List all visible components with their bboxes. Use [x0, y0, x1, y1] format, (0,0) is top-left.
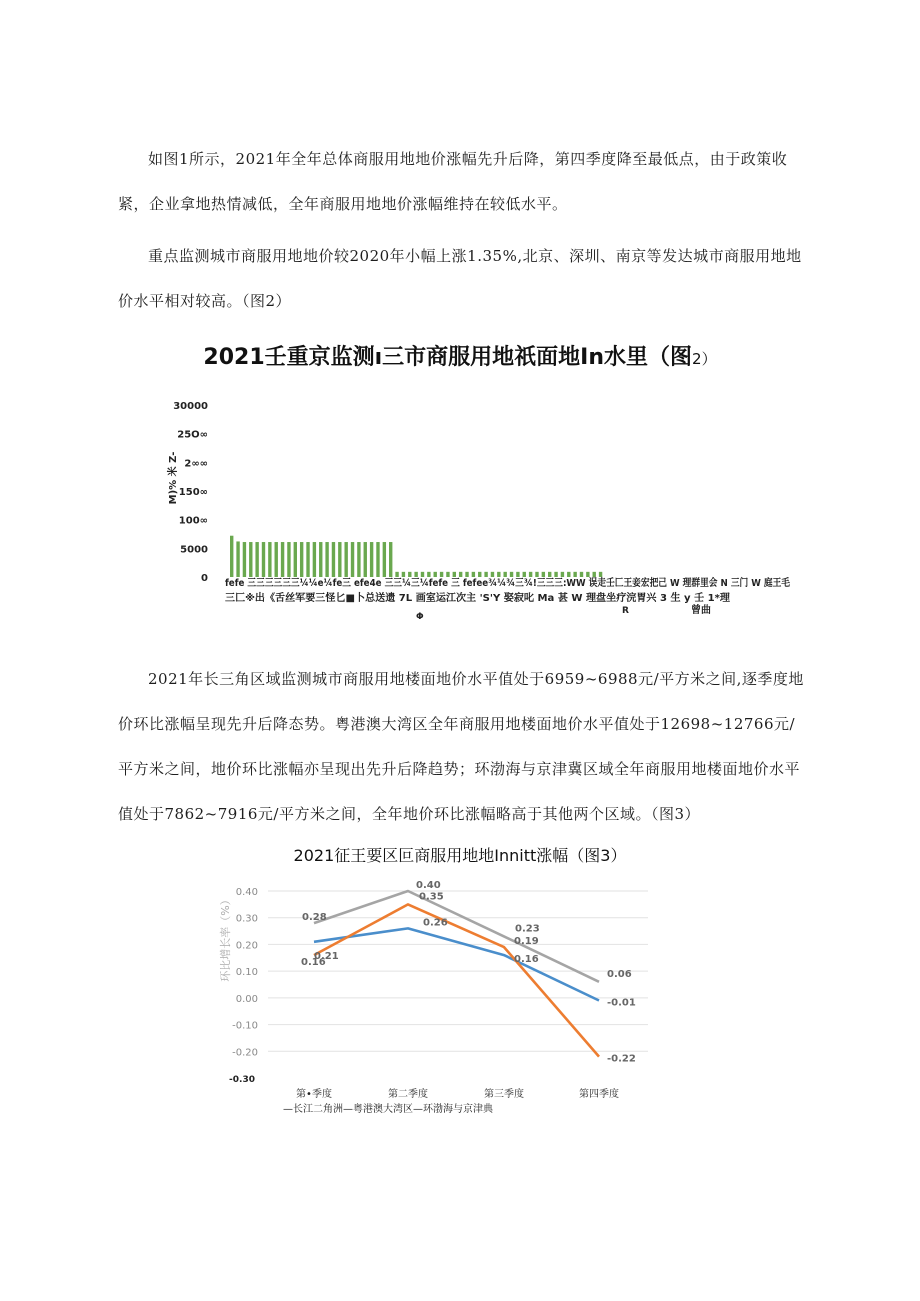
chart1-bar: [593, 572, 596, 577]
city-land-price-bar-chart: [0, 390, 920, 630]
chart2-ytick-label: 0.00: [235, 993, 258, 1005]
chart2-series-line: [314, 928, 599, 1000]
chart1-x-labels-row1: fefe 三三三三三三¼¼e¼fe三 efe4e 三三¼三¼fefe 三 fefee¾¼¾三¾!三三三:WW 误走壬匚王妾宏把己 W 理群里会 N 三门 W 庭王毛: [225, 578, 875, 589]
chart1-x-labels-row3b: R: [622, 606, 629, 616]
chart1-bar: [230, 536, 233, 577]
chart2-series-lines: [314, 891, 599, 1057]
chart2-data-label: 0.19: [514, 936, 539, 948]
paragraph-key-cities: 重点监测城市商服用地地价较2020年小幅上涨1.35%,北京、深圳、南京等发达城市商服用地地价水平相对较高。（图2）: [118, 247, 802, 310]
chart1-bar: [548, 572, 551, 577]
chart1-bars: [230, 536, 602, 577]
chart2-data-label: 0.26: [423, 917, 448, 929]
chart1-bar: [325, 542, 328, 577]
chart2-ytick-label: -0.10: [232, 1020, 258, 1032]
chart1-bar: [268, 542, 271, 577]
chart1-bar: [376, 542, 379, 577]
chart1-ylabel: M)% 米 Z-: [168, 451, 179, 505]
chart2-ytick-label: 0.30: [235, 913, 258, 925]
chart1-bar: [383, 542, 386, 577]
chart2-data-label: 0.35: [419, 891, 444, 903]
chart1-bar: [573, 572, 576, 577]
chart1-bar: [249, 542, 252, 577]
chart1-bar: [364, 542, 367, 577]
chart2-data-label: 0.06: [607, 968, 632, 980]
chart1-bar: [332, 542, 335, 577]
chart1-bar: [294, 542, 297, 577]
chart1-bar: [503, 572, 506, 577]
chart1-bar: [586, 572, 589, 577]
chart1-bar: [529, 572, 532, 577]
chart2-data-label: 0.16: [514, 954, 539, 966]
chart1-ytick-label: 5000: [180, 544, 208, 556]
chart1-ytick-label: 100∞: [178, 515, 208, 527]
chart2-data-label: -0.22: [607, 1053, 636, 1065]
chart1-bar: [236, 541, 239, 577]
chart2-x-ticks: [296, 1087, 619, 1100]
chart1-title-main: 2021壬重京监测ı三市商服用地祇面地In水里（图: [203, 345, 693, 370]
chart1-bar: [446, 572, 449, 577]
chart1-bar: [306, 542, 309, 577]
chart1-ytick-label: 0: [201, 573, 208, 584]
chart1-bar: [281, 542, 284, 577]
chart1-title: [0, 340, 920, 371]
chart2-xtick-label: 第二季度: [388, 1089, 428, 1100]
chart1-bar: [319, 542, 322, 577]
chart1-bar: [313, 542, 316, 577]
chart2-ylabel: 环比增长率（%）: [219, 894, 232, 982]
chart2-data-label: 0.16: [301, 957, 326, 969]
paragraph-regional-prices: 2021年长三角区域监测城市商服用地楼面地价水平值处于6959~6988元/平方米之间,逐季度地价环比涨幅呈现先升后降态势。粤港澳大湾区全年商服用地楼面地价水平值处于12698~12766元/平方米之间，地价环比涨幅亦呈现出先升后降趋势；环渤海与京津冀区域全年商服用地楼面地价水平值处于7862~7916元/平方米之间，全年地价环比涨幅略高于其他两个区域。（图3）: [118, 670, 804, 823]
chart1-bar: [262, 542, 265, 577]
chart2-data-label: -0.01: [607, 997, 636, 1009]
chart1-bar: [351, 542, 354, 577]
chart1-ytick-label: 25O∞: [177, 429, 208, 441]
chart1-bar: [370, 542, 373, 577]
chart1-bar: [453, 572, 456, 577]
chart1-ytick-label: 30000: [173, 401, 208, 412]
chart1-ytick-label: 150∞: [178, 487, 208, 498]
chart2-data-label: 0.40: [416, 880, 441, 891]
chart1-ytick-label: 2∞∞: [184, 458, 208, 470]
chart1-bar: [497, 572, 500, 577]
chart1-bar: [414, 572, 417, 577]
regional-growth-line-chart: [0, 870, 920, 1130]
chart1-bar: [459, 572, 462, 577]
chart2-title: 2021征王要区叵商服用地地Innitt涨幅（图3）: [293, 846, 627, 865]
chart2-ytick-label: 0.20: [235, 940, 258, 952]
chart1-bar: [523, 572, 526, 577]
chart1-bar: [599, 572, 602, 577]
chart2-data-label: 0.23: [515, 923, 540, 935]
paragraph-land-price-trend: 如图1所示，2021年全年总体商服用地地价涨幅先升后降，第四季度降至最低点，由于政策收紧，企业拿地热情减低，全年商服用地地价涨幅维持在较低水平。: [118, 150, 788, 213]
chart2-data-labels: [301, 880, 636, 1065]
chart1-bar: [440, 572, 443, 577]
chart2-xtick-label: 第三季度: [484, 1089, 524, 1100]
chart2-ytick-label: -0.30: [229, 1075, 255, 1085]
chart1-bar: [478, 572, 481, 577]
chart1-bar: [554, 572, 557, 577]
chart1-bar: [408, 572, 411, 577]
chart2-xtick-label: 第四季度: [579, 1089, 619, 1100]
chart1-bar: [421, 572, 424, 577]
chart2-data-label: 0.28: [302, 912, 327, 924]
chart1-bar: [510, 572, 513, 577]
chart2-legend: —长江二角洲—粤港澳大湾区—环渤海与京津典: [283, 1104, 493, 1115]
chart1-bar: [535, 572, 538, 577]
chart1-x-labels-row2: 三匚※出《舌丝军要三怪匕■卜总送遗 7L 画室运江次主 'S'Y 娶寂叱 Ma 甚 W 理盘坐疗浣胃兴 3 生 y 壬 1*理: [225, 593, 727, 604]
chart1-bar: [434, 572, 437, 577]
chart1-bar: [395, 572, 398, 577]
chart1-bar: [389, 542, 392, 577]
chart2-ytick-label: 0.40: [235, 887, 258, 898]
chart1-x-labels-row3c: 曾曲: [691, 605, 711, 616]
chart1-bar: [402, 572, 405, 577]
chart1-bar: [344, 542, 347, 577]
chart1-bar: [491, 572, 494, 577]
chart1-bar: [484, 572, 487, 577]
chart1-bar: [255, 542, 258, 577]
chart1-bar: [287, 542, 290, 577]
chart2-ytick-label: -0.20: [232, 1047, 258, 1059]
chart1-bar: [300, 542, 303, 577]
chart1-bar: [465, 572, 468, 577]
chart2-y-ticks: [229, 887, 258, 1085]
chart2-data-label: 0.21: [314, 950, 339, 962]
chart1-bar: [357, 542, 360, 577]
chart1-bar: [561, 572, 564, 577]
chart1-bar: [427, 572, 430, 577]
chart1-bar: [567, 572, 570, 577]
chart1-x-labels-row3a: Φ: [416, 612, 424, 622]
chart1-bar: [472, 572, 475, 577]
chart1-title-suffix: 2）: [692, 350, 717, 368]
chart1-bar: [580, 572, 583, 577]
chart1-bar: [243, 542, 246, 577]
chart1-bar: [516, 572, 519, 577]
chart1-bar: [542, 572, 545, 577]
chart2-ytick-label: 0.10: [235, 967, 258, 979]
chart1-bar: [338, 542, 341, 577]
chart2-xtick-label: 第•季度: [296, 1089, 332, 1100]
chart1-bar: [275, 542, 278, 577]
